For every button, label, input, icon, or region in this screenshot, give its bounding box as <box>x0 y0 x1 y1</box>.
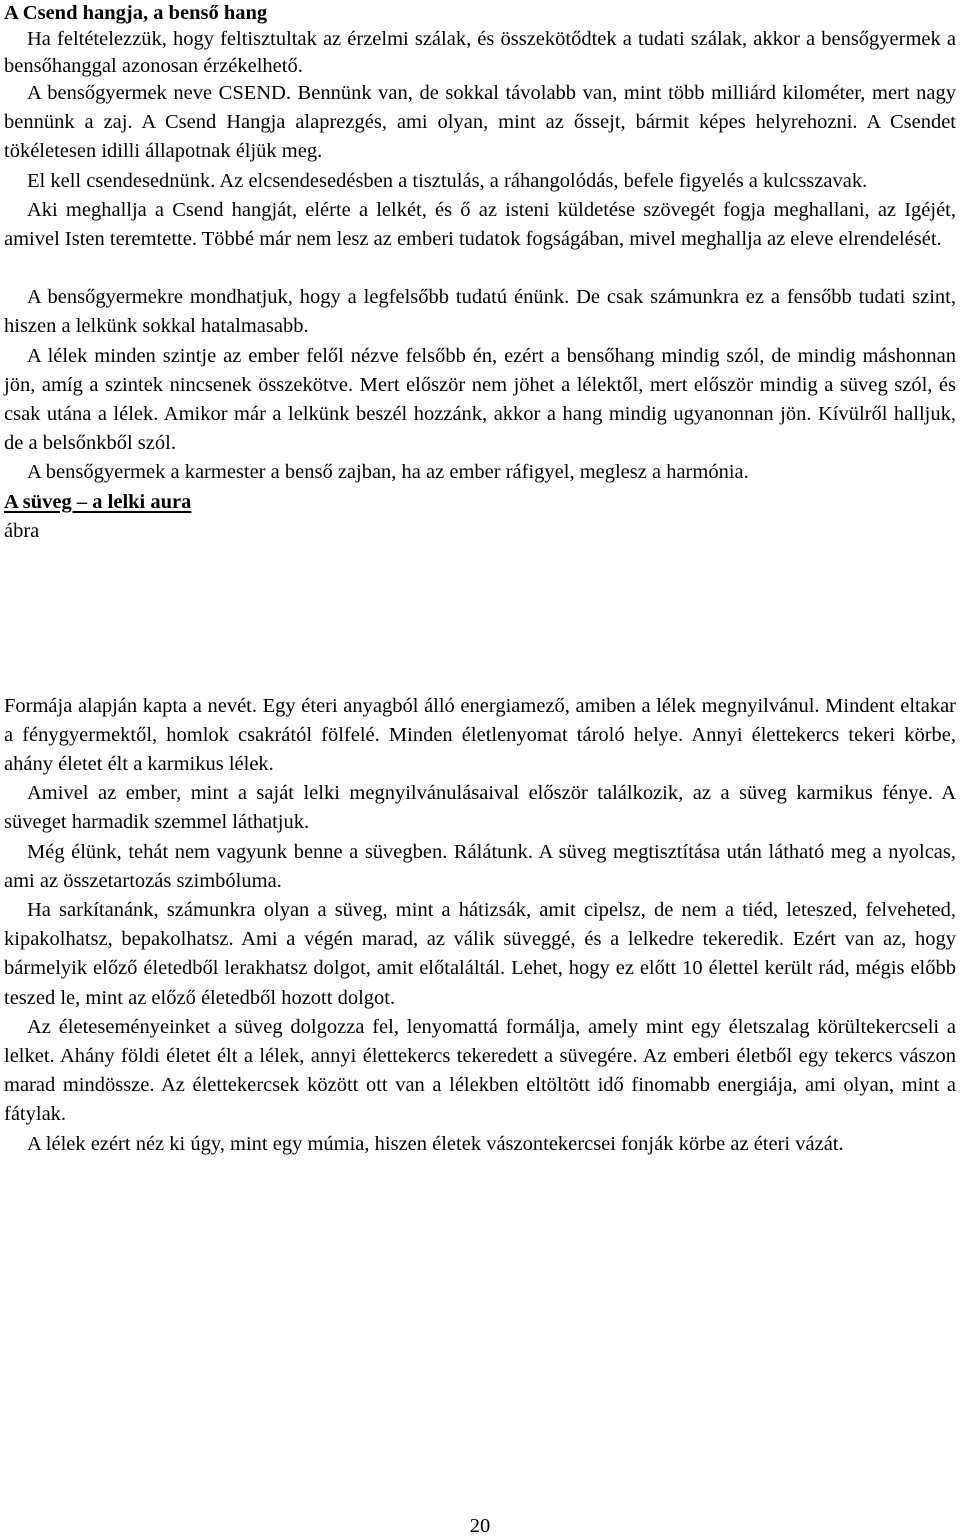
paragraph: Formája alapján kapta a nevét. Egy éteri anyagból álló energiamező, amiben a lélek megnyilvánul. Mindent eltakar a fénygyermektől, homlok csakrától fölfelé. Minden életlenyomat tároló helye. Annyi élettekercs tekeri körbe, ahány életet élt a karmikus lélek. <box>4 694 956 776</box>
paragraph: El kell csendesednünk. Az elcsendesedésben a tisztulás, a ráhangolódás, befele figyelés a kulcsszavak. <box>27 169 868 192</box>
paragraph: Az életeseményeinket a süveg dolgozza fel, lenyomattá formálja, amely mint egy életszalag körültekercseli a lelket. Ahány földi életet élt a lélek, annyi élettekercs tekeredett a süvegére. Az emberi életből egy tekercs vászon marad mindössze. Az élettekercsek között ott van a lélekben eltöltött idő finomabb energiája, ami olyan, mint a fátylak. <box>4 1015 956 1126</box>
paragraph: Amivel az ember, mint a saját lelki megnyilvánulásaival először találkozik, az a süveg karmikus fénye. A süveget harmadik szemmel láthatjuk. <box>4 782 956 834</box>
paragraph: A lélek ezért néz ki úgy, mint egy múmia, hiszen életek vászontekercsei fonják körbe az éteri vázát. <box>27 1132 844 1155</box>
paragraph: Még élünk, tehát nem vagyunk benne a süvegben. Rálátunk. A süveg megtisztítása után látható meg a nyolcas, ami az összetartozás szimbóluma. <box>4 840 956 892</box>
figure-area <box>4 546 956 692</box>
paragraph: Ha feltételezzük, hogy feltisztultak az érzelmi szálak, és összekötődtek a tudati szálak, akkor a bensőgyermek a bensőhanggal azonosan érzékelhető. <box>4 28 956 77</box>
paragraph: Aki meghallja a Csend hangját, elérte a lelkét, és ő az isteni küldetése szövegét fogja meghallani, az Igéjét, amivel Isten teremtette. Többé már nem lesz az emberi tudatok fogságában, mivel meghallja az eleve elrendelését. <box>4 198 956 251</box>
paragraph: A lélek minden szintje az ember felől nézve felsőbb én, ezért a bensőhang mindig szól, de mindig máshonnan jön, amíg a szintek nincsenek összekötve. Mert először nem jöhet a lélektől, mert először mindig a süveg szól, és csak utána a lélek. Amikor már a lelkünk beszél hozzánk, akkor a hang mindig ugyanonnan jön. Kívülről halljuk, de a belsőnkből szól. <box>4 344 956 455</box>
spacer <box>4 254 956 283</box>
paragraph: A bensőgyermek neve CSEND. Bennünk van, de sokkal távolabb van, mint több milliárd kilométer, mert nagy bennünk a zaj. A Csend Hangja alaprezgés, ami olyan, mint az őssejt, bármit képes helyrehozni. A Csendet tökéletesen idilli állapotnak éljük meg. <box>4 82 956 163</box>
paragraph: A bensőgyermek a karmester a benső zajban, ha az ember ráfigyel, meglesz a harmónia. <box>27 461 749 484</box>
page-number: 20 <box>469 1515 491 1537</box>
section-title: A Csend hangja, a benső hang <box>4 2 268 24</box>
paragraph: Ha sarkítanánk, számunkra olyan a süveg, mint a hátizsák, amit cipelsz, de nem a tiéd, leteszed, felveheted, kipakolhatsz, bepakolhatsz. Ami a végén marad, az válik süveggé, és a lelkedre tekeredik. Ezért van az, hogy bármelyik előző életedből lerakhatsz dolgot, amit előtaláltál. Lehet, hogy ez előtt 10 élettel került rád, mégis előbb teszed le, mint az előző életedből hozott dolgot. <box>4 899 956 1009</box>
subsection-title: A süveg – a lelki aura <box>4 490 192 513</box>
document-page <box>4 0 956 1159</box>
figure-placeholder-label: ábra <box>4 519 40 542</box>
paragraph: A bensőgyermekre mondhatjuk, hogy a legfelsőbb tudatú énünk. De csak számunkra ez a fensőbb tudati szint, hiszen a lelkünk sokkal hatalmasabb. <box>4 286 956 338</box>
